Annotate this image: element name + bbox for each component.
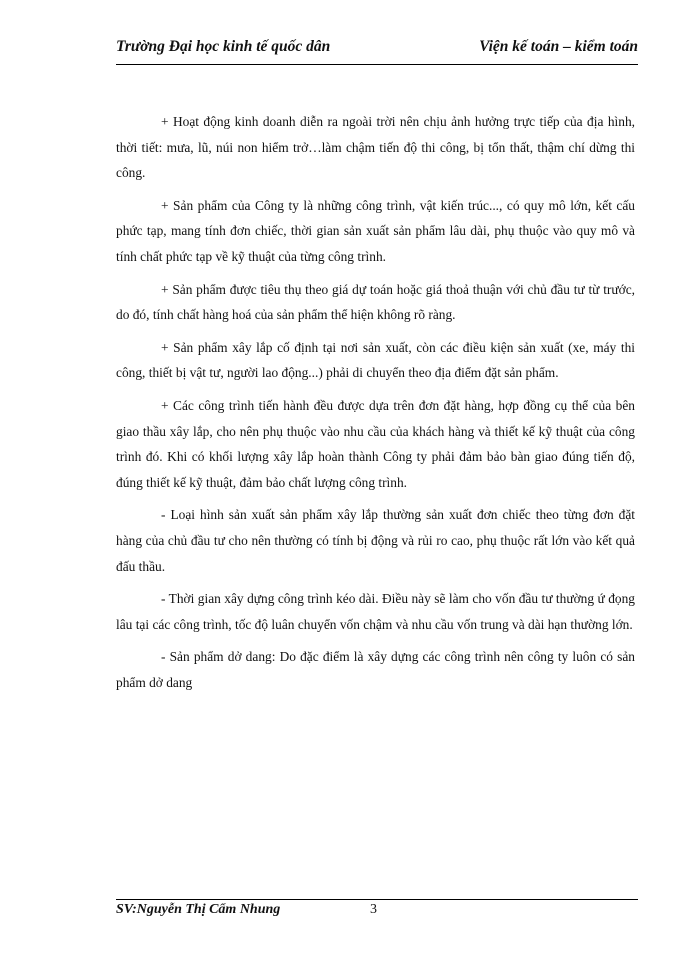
paragraph: - Sản phẩm dở dang: Do đặc điểm là xây dựng các công trình nên công ty luôn có sản phẩm dở dang xyxy=(116,649,635,690)
page-header xyxy=(116,38,638,60)
paragraph: - Thời gian xây dựng công trình kéo dài. Điều này sẽ làm cho vốn đầu tư thường ứ đọng lâu tại các công trình, tốc độ luân chuyển vốn chậm và nhu cầu vốn trung và dài hạn thường lớn. xyxy=(116,591,635,632)
header-divider xyxy=(116,64,638,65)
paragraph: + Các công trình tiến hành đều được dựa trên đơn đặt hàng, hợp đồng cụ thể của bên giao thầu xây lắp, cho nên phụ thuộc vào nhu cầu của khách hàng và thiết kế kỹ thuật của công trình đó. Khi có khối lượng xây lắp hoàn thành Công ty phải đảm bảo bàn giao đúng tiến độ, đúng thiết kế kỹ thuật, đảm bảo chất lượng công trình. xyxy=(116,397,635,490)
paragraph: + Sản phẩm của Công ty là những công trình, vật kiến trúc..., có quy mô lớn, kết cấu phức tạp, mang tính đơn chiếc, thời gian sản xuất sản phẩm lâu dài, phụ thuộc vào quy mô và tính chất phức tạp về kỹ thuật của từng công trình. xyxy=(116,197,635,264)
page-number: 3 xyxy=(370,902,377,917)
header-institute: Viện kế toán – kiểm toán xyxy=(479,38,638,55)
header-university: Trường Đại học kinh tế quốc dân xyxy=(116,38,331,55)
footer-divider xyxy=(116,899,638,900)
paragraph: - Loại hình sản xuất sản phẩm xây lắp thường sản xuất đơn chiếc theo từng đơn đặt hàng của chủ đầu tư cho nên thường có tính bị động và rủi ro cao, phụ thuộc rất lớn vào kết quả đấu thầu. xyxy=(116,507,635,574)
paragraph: + Sản phẩm được tiêu thụ theo giá dự toán hoặc giá thoả thuận với chủ đầu tư từ trước, do đó, tính chất hàng hoá của sản phẩm thể hiện không rõ ràng. xyxy=(116,281,635,323)
paragraph: + Sản phẩm xây lắp cố định tại nơi sản xuất, còn các điều kiện sản xuất (xe, máy thi công, thiết bị vật tư, người lao động...) phải di chuyển theo địa điểm đặt sản phẩm. xyxy=(116,339,635,381)
paragraph: + Hoạt động kinh doanh diễn ra ngoài trời nên chịu ảnh hưởng trực tiếp của địa hình, thời tiết: mưa, lũ, núi non hiểm trở…làm chậm tiến độ thi công, bị tổn thất, thậm chí dừng thi công. xyxy=(116,114,635,181)
page-footer xyxy=(116,902,638,922)
footer-author: SV:Nguyễn Thị Cẩm Nhung xyxy=(116,902,281,917)
document-body xyxy=(116,109,635,702)
